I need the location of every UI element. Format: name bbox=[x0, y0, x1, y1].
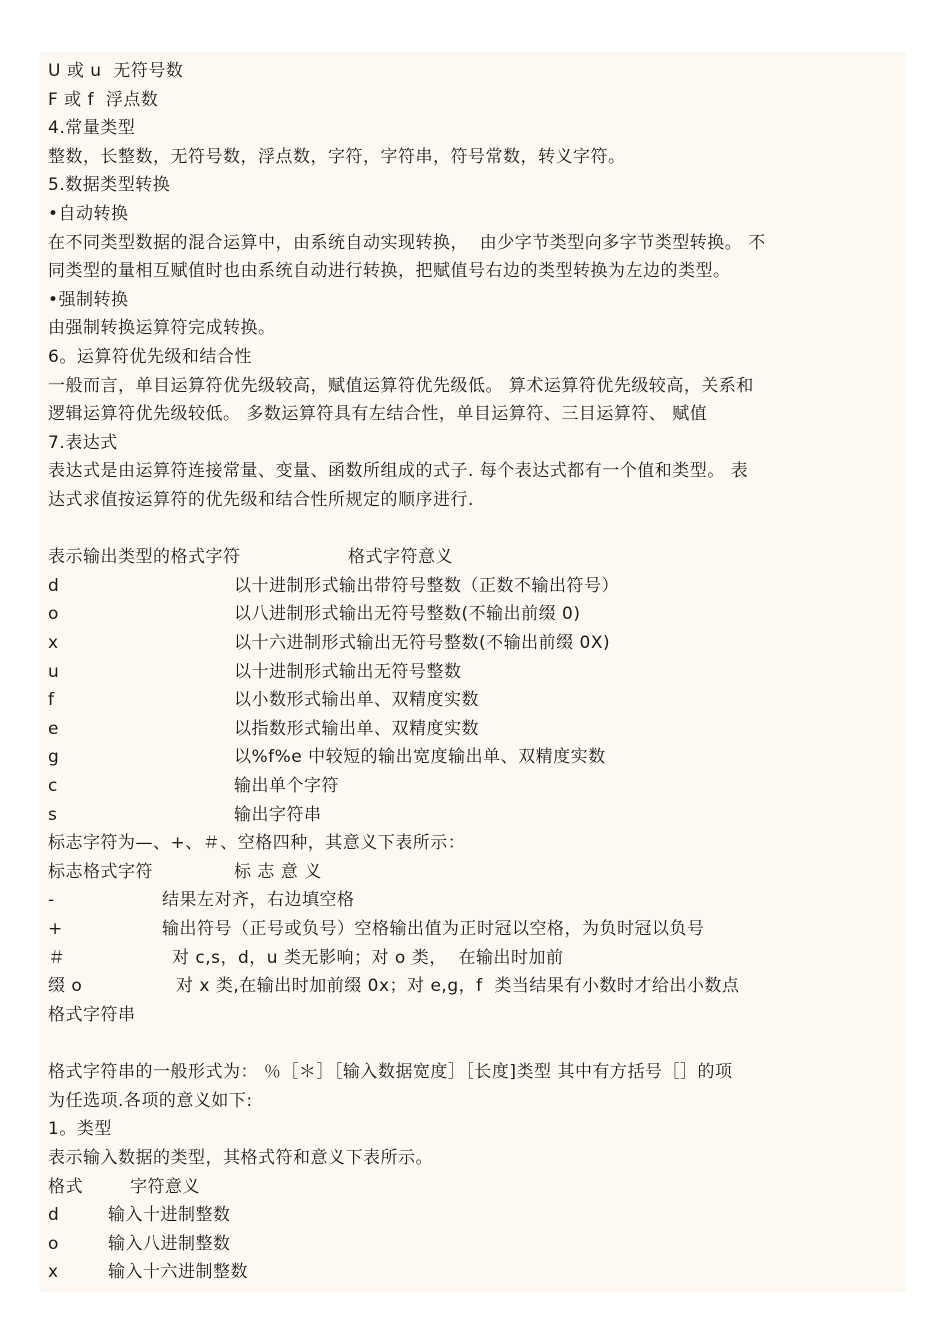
format-char: s bbox=[48, 805, 58, 825]
bullet-item: •强制转换 bbox=[48, 290, 129, 310]
text-line: 为任选项.各项的意义如下: bbox=[48, 1091, 253, 1111]
format-char: u bbox=[48, 662, 60, 682]
table-header-col2: 字符意义 bbox=[130, 1177, 200, 1197]
format-meaning: 以指数形式输出单、双精度实数 bbox=[234, 719, 479, 739]
text-line: 格式字符串的一般形式为： ％［＊］［输入数据宽度］［长度]类型 其中有方括号［］的项 bbox=[48, 1062, 733, 1082]
flag-meaning: 对 x 类,在输出时加前缀 0x；对 e,g，f 类当结果有小数时才给出小数点 bbox=[176, 976, 740, 996]
format-char: d bbox=[48, 576, 60, 596]
section-heading: 1。类型 bbox=[48, 1119, 112, 1139]
flag-meaning: 输出符号（正号或负号）空格输出值为正时冠以空格，为负时冠以负号 bbox=[162, 919, 705, 939]
flag-char: - bbox=[48, 890, 55, 910]
text-line: 整数，长整数，无符号数，浮点数，字符，字符串，符号常数，转义字符。 bbox=[48, 147, 626, 167]
input-format-char: o bbox=[48, 1234, 59, 1254]
flag-meaning: 对 c,s，d，u 类无影响；对 o 类， 在输出时加前 bbox=[172, 948, 564, 968]
table-header-col1: 标志格式字符 bbox=[48, 862, 153, 882]
input-format-char: x bbox=[48, 1262, 59, 1282]
format-meaning: 以十进制形式输出无符号整数 bbox=[234, 662, 462, 682]
text-line: 达式求值按运算符的优先级和结合性所规定的顺序进行. bbox=[48, 490, 474, 510]
document-page bbox=[40, 52, 906, 1292]
table-header-col1: 表示输出类型的格式字符 bbox=[48, 547, 241, 567]
format-char: f bbox=[48, 690, 55, 710]
format-char: e bbox=[48, 719, 59, 739]
format-meaning: 以八进制形式输出无符号整数(不输出前缀 0) bbox=[234, 604, 581, 624]
input-format-meaning: 输入八进制整数 bbox=[108, 1234, 231, 1254]
text-line: 表示输入数据的类型，其格式符和意义下表所示。 bbox=[48, 1148, 433, 1168]
flag-char: + bbox=[48, 919, 63, 939]
section-heading: 5.数据类型转换 bbox=[48, 175, 171, 195]
text-line: 标志字符为—、+、＃、空格四种，其意义下表所示： bbox=[48, 833, 466, 853]
flag-meaning: 结果左对齐，右边填空格 bbox=[162, 890, 355, 910]
text-line: 同类型的量相互赋值时也由系统自动进行转换，把赋值号右边的类型转换为左边的类型。 bbox=[48, 261, 731, 281]
input-format-meaning: 输入十六进制整数 bbox=[108, 1262, 248, 1282]
text-line: 表达式是由运算符连接常量、变量、函数所组成的式子. 每个表达式都有一个值和类型。 表 bbox=[48, 461, 749, 481]
format-meaning: 输出单个字符 bbox=[234, 776, 339, 796]
bullet-item: •自动转换 bbox=[48, 204, 129, 224]
section-heading: 6。运算符优先级和结合性 bbox=[48, 347, 252, 367]
table-header-col2: 格式字符意义 bbox=[348, 547, 453, 567]
text-line: 一般而言，单目运算符优先级较高，赋值运算符优先级低。 算术运算符优先级较高，关系和 bbox=[48, 376, 754, 396]
section-heading: 4.常量类型 bbox=[48, 118, 136, 138]
format-meaning: 以十进制形式输出带符号整数（正数不输出符号） bbox=[234, 576, 619, 596]
format-char: x bbox=[48, 633, 59, 653]
format-char: c bbox=[48, 776, 58, 796]
table-header-col2: 标 志 意 义 bbox=[234, 862, 322, 882]
format-meaning: 以%f%e 中较短的输出宽度输出单、双精度实数 bbox=[234, 747, 606, 767]
text-line: 逻辑运算符优先级较低。 多数运算符具有左结合性，单目运算符、三目运算符、 赋值 bbox=[48, 404, 708, 424]
format-char: o bbox=[48, 604, 59, 624]
text-line: 由强制转换运算符完成转换。 bbox=[48, 318, 276, 338]
text-line: 在不同类型数据的混合运算中，由系统自动实现转换， 由少字节类型向多字节类型转换。 不 bbox=[48, 233, 766, 253]
flag-char: ＃ bbox=[48, 948, 66, 968]
format-meaning: 以小数形式输出单、双精度实数 bbox=[234, 690, 479, 710]
input-format-meaning: 输入十进制整数 bbox=[108, 1205, 231, 1225]
text-line: U 或 u 无符号数 bbox=[48, 61, 184, 81]
format-meaning: 以十六进制形式输出无符号整数(不输出前缀 0X) bbox=[234, 633, 611, 653]
section-heading: 7.表达式 bbox=[48, 433, 118, 453]
table-header-col1: 格式 bbox=[48, 1177, 83, 1197]
format-char: g bbox=[48, 747, 60, 767]
flag-char: 缀 o bbox=[48, 976, 83, 996]
section-heading: 格式字符串 bbox=[48, 1005, 136, 1025]
format-meaning: 输出字符串 bbox=[234, 805, 322, 825]
input-format-char: d bbox=[48, 1205, 60, 1225]
text-line: F 或 f 浮点数 bbox=[48, 90, 159, 110]
